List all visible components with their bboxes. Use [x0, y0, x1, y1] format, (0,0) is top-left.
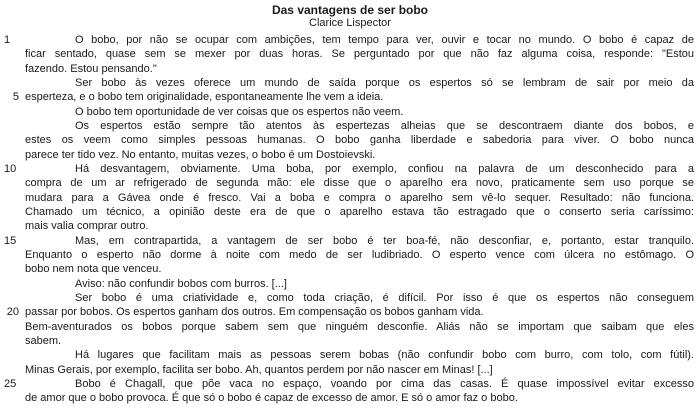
line-text: mais valia comprar outro.: [25, 220, 149, 233]
text-line: [25, 148, 694, 162]
line-text: mudara para a Gávea onde é fresco. Vai a boba e compra o aparelho sem vê-lo sequer. Resultado: não funciona.: [25, 191, 694, 204]
text-line: [25, 248, 694, 262]
text-line: [12, 90, 694, 104]
document-author: Clarice Lispector: [309, 17, 391, 29]
line-text: Minas Gerais, por exemplo, facilita ser bobo. Ah, quantos perdem por não nascer em Minas! [...]: [25, 363, 493, 376]
line-text: passar por bobos. Os espertos ganham dos outros. Em compensação os bobos ganham vida.: [25, 306, 484, 319]
line-number: 20: [6, 306, 19, 319]
line-text: fazendo. Estou pensando.": [25, 62, 157, 75]
line-text: Bem-aventurados os bobos porque sabem sem que ninguém desconfie. Aliás não se importam que saibam que eles: [25, 320, 694, 333]
line-text: Ser bobo é uma criatividade e, como toda criação, é difícil. Por isso é que os espertos não conseguem: [75, 291, 694, 304]
line-text: compra de um ar refrigerado de segunda mão: ele disse que o aparelho era novo, praticamente sem uso porque se: [25, 177, 694, 190]
text-line: [25, 291, 694, 305]
line-text: Os espertos estão sempre tão atentos às espertezas alheias que se descontraem diante dos bobos, e: [75, 119, 694, 132]
text-line: [25, 205, 694, 219]
text-line: [25, 191, 694, 205]
text-line: [4, 33, 694, 47]
text-line: [25, 391, 694, 405]
text-line: [25, 119, 694, 133]
line-text: Mas, em contrapartida, a vantagem de ser bobo é ter boa-fé, não desconfiar, e, portanto, estar tranquilo.: [75, 234, 694, 247]
line-text: Bobo é Chagall, que põe vaca no espaço, voando por cima das casas. É quase impossível evitar excesso: [75, 377, 694, 390]
line-text: O bobo tem oportunidade de ver coisas que os espertos não veem.: [75, 105, 404, 118]
line-text: ficar sentado, quase sem se mexer por duas horas. Se perguntado por que não faz alguma coisa, responde: "Estou: [25, 48, 694, 61]
line-text: estes os veem como simples pessoas humanas. O bobo ganha liberdade e sabedoria para viver. O bobo nunca: [25, 134, 694, 147]
text-line: [25, 219, 694, 233]
text-line: [25, 320, 694, 334]
line-text: Ser bobo às vezes oferece um mundo de saída porque os espertos só se lembram de sair por meio da: [75, 76, 694, 89]
text-line: [25, 334, 694, 348]
line-text: esperteza, e o bobo tem originalidade, espontaneamente lhe vem a ideia.: [25, 91, 384, 104]
text-line: [4, 234, 694, 248]
text-line: [25, 47, 694, 61]
line-text: Há lugares que facilitam mais as pessoas serem bobas (não confundir bobo com burro, com tolo, com fútil).: [75, 349, 694, 362]
line-text: Chamado um técnico, a opinião deste era de que o aparelho estava tão estragado que o conserto seria caríssimo:: [25, 205, 694, 218]
document-title: Das vantagens de ser bobo: [271, 3, 429, 17]
line-text: Há desvantagem, obviamente. Uma boba, por exemplo, confiou na palavra de um desconhecido para a: [75, 162, 694, 175]
text-line: [25, 105, 694, 119]
text-line: [25, 176, 694, 190]
line-number: 1: [4, 34, 11, 46]
line-number: 15: [4, 234, 17, 247]
text-line: [25, 363, 694, 377]
text-line: [25, 76, 694, 90]
text-line: [25, 348, 694, 362]
line-number: 25: [4, 377, 17, 390]
text-line: [25, 262, 694, 276]
text-line: [25, 62, 694, 76]
text-line: [25, 277, 694, 291]
text-line: [25, 133, 694, 147]
line-number: 5: [12, 91, 19, 104]
line-text: de amor que o bobo provoca. É que só o bobo é capaz de excesso de amor. E só o amor faz o bobo.: [25, 392, 518, 405]
line-text: O bobo, por não se ocupar com ambições, tem tempo para ver, ouvir e tocar no mundo. O bobo é capaz de: [75, 34, 694, 46]
text-line: [6, 305, 694, 319]
text-line: [4, 377, 694, 391]
line-text: bobo nem nota que venceu.: [25, 263, 162, 276]
document-body: [4, 33, 694, 406]
text-line: [4, 162, 694, 176]
line-text: parece ter tido vez. No entanto, muitas vezes, o bobo é um Dostoievski.: [25, 148, 376, 161]
line-text: Aviso: não confundir bobos com burros. [...]: [75, 277, 287, 290]
line-text: Enquanto o esperto não dorme à noite com medo de ser ludibriado. O esperto vence com úlcera no estômago. O: [25, 248, 694, 261]
line-text: sabem.: [25, 334, 62, 347]
line-number: 10: [4, 162, 17, 175]
